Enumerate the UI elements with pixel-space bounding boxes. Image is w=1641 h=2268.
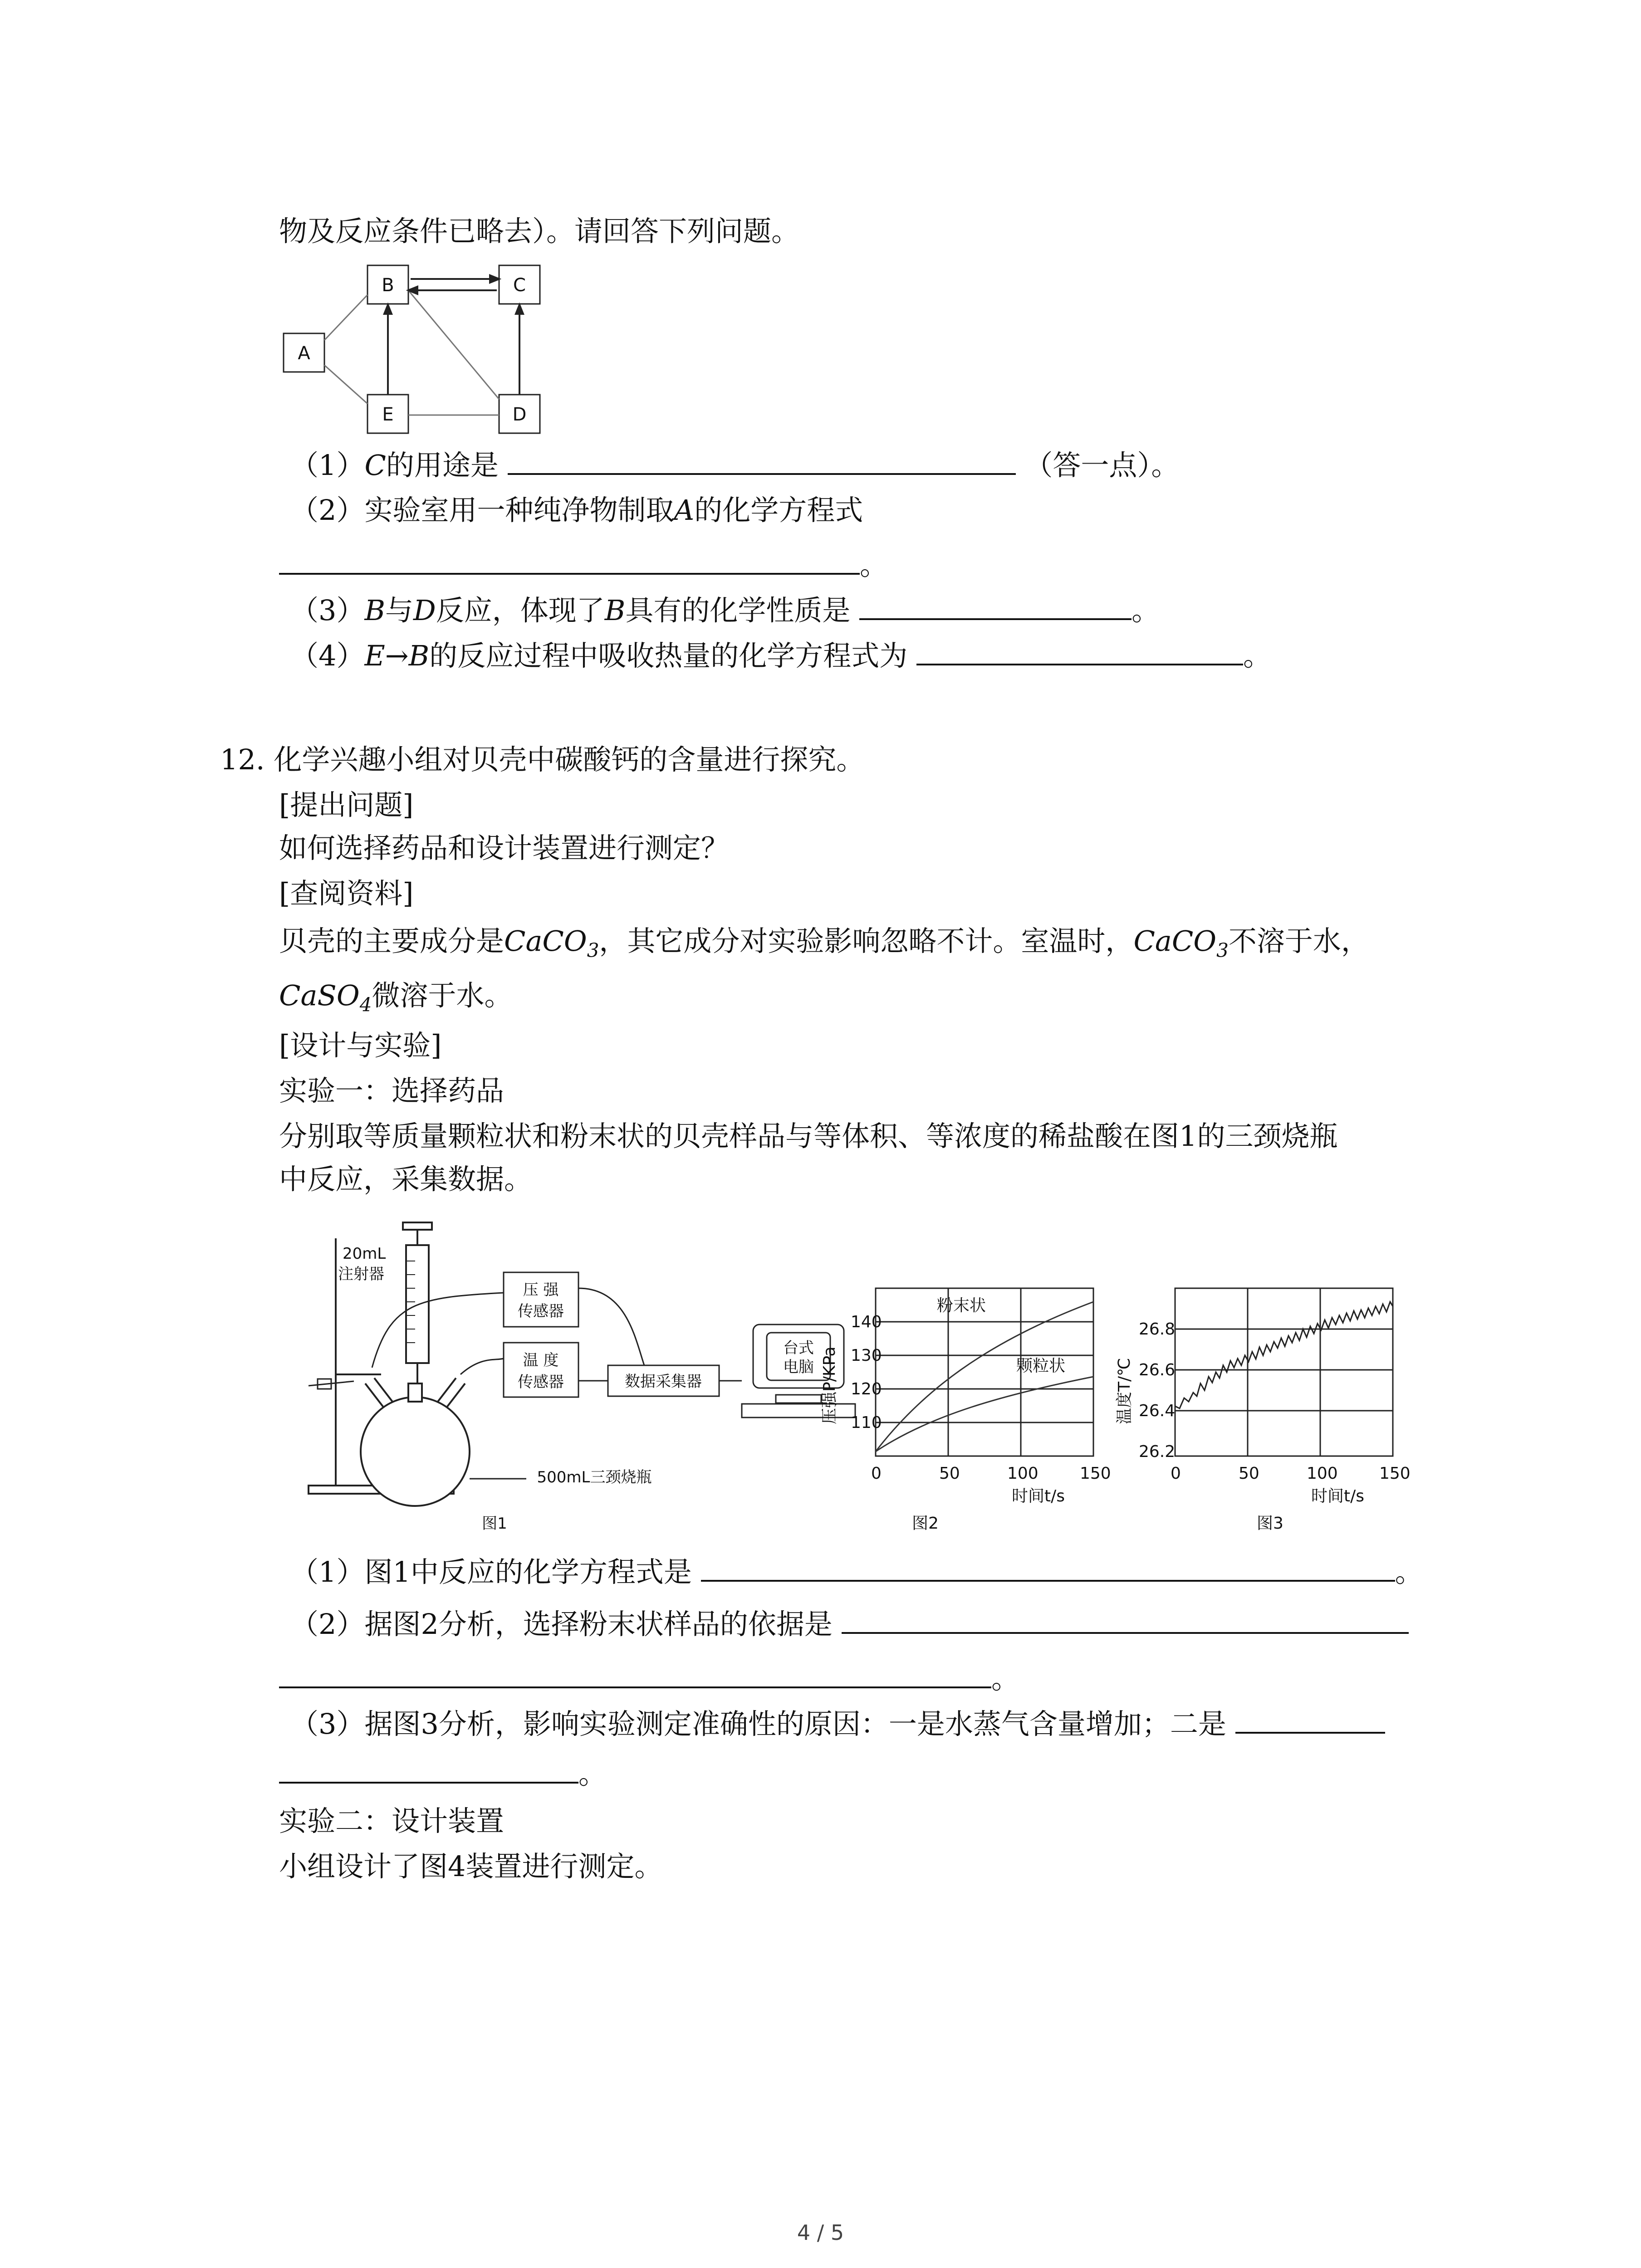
collector-label: 数据采集器	[625, 1373, 702, 1391]
fig3-xtick: 150	[1379, 1464, 1411, 1483]
q12-experiment2-text: 小组设计了图4装置进行测定。	[279, 1850, 663, 1883]
node-d-label: D	[512, 404, 527, 425]
fig3-xtick: 0	[1171, 1464, 1181, 1483]
q12-experiment1-text-1: 分别取等质量颗粒状和粉末状的贝壳样品与等体积、等浓度的稀盐酸在图1的三颈烧瓶	[279, 1119, 1338, 1153]
q11-sub3: （3）B与D反应，体现了B具有的化学性质是 。	[290, 592, 1160, 629]
fig2-xtick: 150	[1080, 1464, 1111, 1483]
node-c-label: C	[513, 275, 526, 296]
q11-sub4-answer-blank[interactable]	[916, 637, 1243, 665]
fig3-xtick: 100	[1307, 1464, 1338, 1483]
powder-curve	[876, 1302, 1093, 1452]
q11-sub1-answer-blank[interactable]	[508, 447, 1016, 475]
q12-sub1: （1）图1中反应的化学方程式是 。	[290, 1554, 1423, 1590]
fig2-ytick: 110	[851, 1413, 882, 1432]
fig2-xtick: 50	[939, 1464, 960, 1483]
pressure-sensor-label-1: 压 强	[523, 1281, 559, 1299]
fig3-ytick: 26.2	[1139, 1442, 1176, 1461]
q12-sub2: （2）据图2分析，选择粉末状样品的依据是	[290, 1606, 1409, 1642]
fig3-xlabel: 时间t/s	[1311, 1487, 1365, 1505]
q11-sub2-answer-line: 。	[279, 547, 888, 583]
fig2-xtick: 100	[1007, 1464, 1038, 1483]
temp-sensor-label-1: 温 度	[523, 1351, 559, 1369]
q12-experiment1-text-2: 中反应，采集数据。	[279, 1163, 533, 1196]
fig3-ytick: 26.4	[1139, 1402, 1176, 1420]
node-e-label: E	[382, 404, 394, 425]
q12-experiment1-title: 实验一：选择药品	[279, 1074, 505, 1107]
figure-1-apparatus	[299, 1211, 889, 1544]
q12-sub3: （3）据图3分析，影响实验测定准确性的原因：一是水蒸气含量增加；二是	[290, 1706, 1385, 1742]
q12-sub2-answer-blank-2[interactable]	[279, 1660, 991, 1688]
figure-2-caption: 图2	[912, 1514, 939, 1533]
figure-2-pressure-chart	[812, 1279, 1116, 1535]
q12-sub2-answer-line: 。	[279, 1660, 1019, 1697]
node-a-label: A	[298, 343, 310, 364]
q12-heading-question: [提出问题]	[279, 788, 414, 821]
fig2-ytick: 130	[851, 1346, 882, 1365]
syringe-label-2: 注射器	[338, 1265, 384, 1283]
q11-sub2-answer-blank[interactable]	[279, 547, 860, 575]
q11-sub1: （1）C的用途是 （答一点）。	[290, 447, 1179, 484]
computer-label-2: 电脑	[783, 1358, 814, 1376]
q12-reference-text-2: CaSO$_4$微溶于水。	[279, 979, 513, 1016]
figure-3-temperature-chart	[1112, 1279, 1420, 1535]
figure-3-caption: 图3	[1257, 1514, 1283, 1533]
fig2-ylabel: 压强P/KPa	[820, 1346, 839, 1424]
q12-question-text: 如何选择药品和设计装置进行测定？	[279, 831, 730, 865]
figure-1-caption: 图1	[482, 1515, 507, 1533]
fig2-xtick: 0	[871, 1464, 882, 1483]
fig2-ytick: 140	[851, 1313, 882, 1331]
granule-label: 颗粒状	[1016, 1357, 1066, 1375]
powder-label: 粉末状	[937, 1296, 986, 1315]
q12-sub3-answer-blank-2[interactable]	[279, 1755, 578, 1784]
flask-label: 500mL三颈烧瓶	[537, 1468, 652, 1486]
q12-heading-design: [设计与实验]	[279, 1029, 442, 1062]
q12-title: 12. 化学兴趣小组对贝壳中碳酸钙的含量进行探究。	[220, 743, 865, 776]
q11-relation-diagram	[272, 254, 554, 446]
q12-sub3-answer-line: 。	[279, 1755, 607, 1792]
q12-experiment2-title: 实验二：设计装置	[279, 1804, 505, 1838]
temperature-curve	[1175, 1302, 1393, 1408]
page-number: 4 / 5	[797, 2220, 844, 2245]
q12-sub3-answer-blank[interactable]	[1235, 1706, 1385, 1734]
temp-sensor-label-2: 传感器	[518, 1373, 564, 1391]
q11-sub2: （2）实验室用一种纯净物制取A的化学方程式	[290, 494, 863, 527]
q11-sub3-answer-blank[interactable]	[859, 592, 1132, 620]
syringe-label-1: 20mL	[343, 1245, 386, 1263]
pressure-sensor-label-2: 传感器	[518, 1302, 564, 1320]
fig2-ytick: 120	[851, 1380, 882, 1398]
fig3-ylabel: 温度T/℃	[1115, 1358, 1134, 1424]
q11-intro-tail: 物及反应条件已略去）。请回答下列问题。	[279, 215, 800, 248]
q11-sub4: （4）E→B的反应过程中吸收热量的化学方程式为 。	[290, 637, 1271, 674]
q12-sub2-answer-blank[interactable]	[842, 1606, 1409, 1634]
fig3-ytick: 26.8	[1139, 1320, 1176, 1339]
computer-label-1: 台式	[783, 1339, 814, 1357]
q12-sub1-answer-blank[interactable]	[701, 1554, 1395, 1582]
node-b-label: B	[382, 275, 394, 296]
q12-heading-reference: [查阅资料]	[279, 877, 414, 910]
fig3-ytick: 26.6	[1139, 1361, 1176, 1379]
q12-reference-text-1: 贝壳的主要成分是CaCO$_3$，其它成分对实验影响忽略不计。室温时，CaCO$_3$不溶于水，	[279, 924, 1369, 962]
fig2-xlabel: 时间t/s	[1012, 1487, 1065, 1505]
fig3-xtick: 50	[1239, 1464, 1259, 1483]
